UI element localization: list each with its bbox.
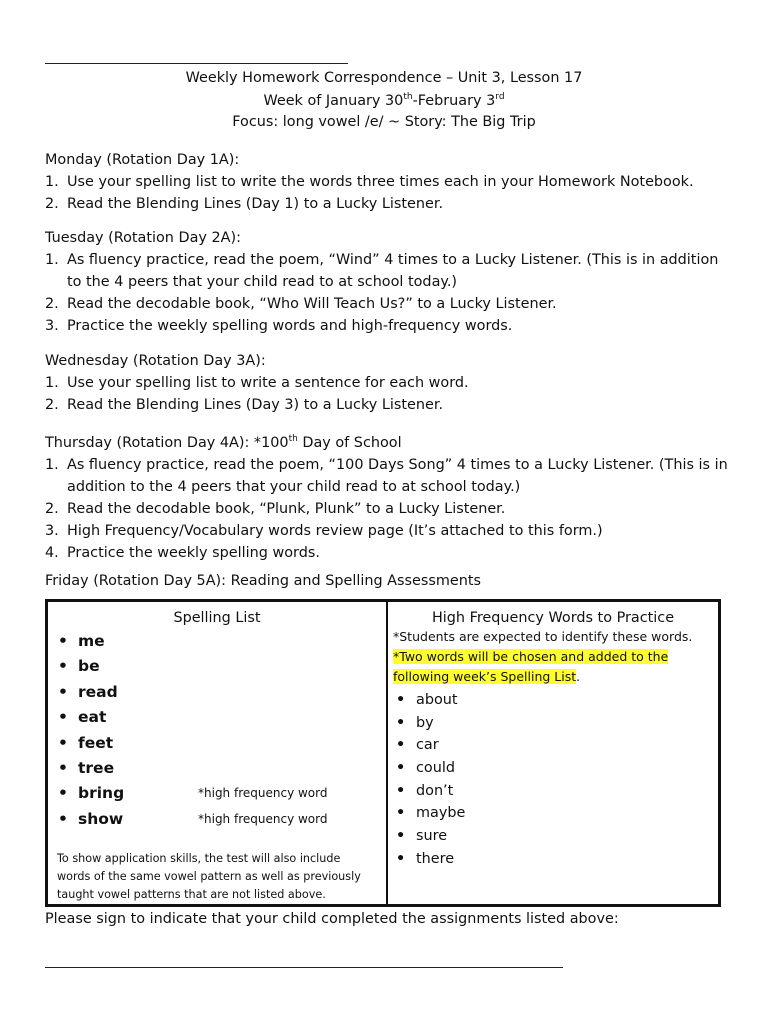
- task-item: 1. As fluency practice, read the poem, “Wind” 4 times to a Lucky Listener. (This is in addition to the 4 peers that your child read to at school today.): [45, 252, 719, 290]
- list-item: • about: [388, 689, 718, 712]
- bullet-icon: •: [58, 758, 68, 777]
- tuesday-tasks: [45, 249, 725, 337]
- wednesday-heading: Wednesday (Rotation Day 3A):: [45, 353, 266, 369]
- bullet-icon: •: [396, 828, 406, 845]
- task-item: 3. Practice the weekly spelling words and high-frequency words.: [45, 318, 513, 334]
- bullet-icon: •: [396, 760, 406, 777]
- bullet-icon: •: [396, 782, 406, 799]
- signature-line[interactable]: [45, 954, 563, 968]
- list-item: [48, 629, 386, 654]
- name-blank-line: [45, 50, 348, 64]
- document-title: Weekly Homework Correspondence – Unit 3, Lesson 17: [185, 70, 583, 86]
- bullet-icon: •: [58, 682, 68, 701]
- task-item: 1. Use your spelling list to write a sentence for each word.: [45, 375, 469, 391]
- bullet-icon: •: [396, 737, 406, 754]
- task-item: 2. Read the decodable book, “Plunk, Plunk” to a Lucky Listener.: [45, 500, 506, 517]
- task-item: 1. As fluency practice, read the poem, “100 Days Song” 4 times to a Lucky Listener. (This is in addition to the 4 peers that your child read to at school today.): [45, 456, 728, 495]
- bullet-icon: •: [58, 708, 68, 727]
- bullet-icon: •: [58, 632, 68, 650]
- task-item: 2. Read the Blending Lines (Day 3) to a Lucky Listener.: [45, 397, 444, 413]
- bullet-icon: •: [58, 809, 68, 828]
- spelling-word-list: [48, 629, 386, 832]
- signature-prompt: Please sign to indicate that your child completed the assignments listed above:: [45, 911, 619, 927]
- spelling-word: feet: [78, 733, 114, 752]
- tuesday-heading: Tuesday (Rotation Day 2A):: [45, 230, 241, 246]
- focus-line: Focus: long vowel /e/ ~ Story: The Big Trip: [232, 114, 536, 130]
- bullet-icon: •: [396, 692, 406, 708]
- thursday-heading: Thursday (Rotation Day 4A): *100th Day of School: [45, 434, 402, 451]
- hf-note: *high frequency word: [198, 811, 328, 826]
- list-item: [48, 807, 386, 832]
- chosen-words-note: *Two words will be chosen and added to the following week’s Spelling List.: [393, 649, 669, 684]
- week-dates: Week of January 30th-February 3rd: [263, 92, 505, 109]
- list-item: • sure: [388, 825, 718, 848]
- spelling-word: show: [78, 809, 124, 828]
- spelling-word: tree: [78, 758, 115, 777]
- task-item: 3. High Frequency/Vocabulary words review page (It’s attached to this form.): [45, 522, 603, 539]
- monday-tasks: [45, 171, 725, 215]
- bullet-icon: •: [58, 784, 68, 803]
- list-item: • there: [388, 848, 718, 871]
- bullet-icon: •: [396, 850, 406, 867]
- task-item: 4. Practice the weekly spelling words.: [45, 544, 320, 561]
- tuesday-section: [45, 227, 725, 337]
- monday-heading: Monday (Rotation Day 1A):: [45, 152, 240, 168]
- spelling-word: be: [78, 657, 100, 676]
- spelling-list-title: Spelling List: [173, 610, 261, 626]
- list-item: • car: [388, 734, 718, 757]
- list-item: • could: [388, 757, 718, 780]
- wednesday-section: [45, 350, 725, 416]
- bullet-icon: •: [396, 714, 406, 731]
- hf-note: *high frequency word: [198, 786, 328, 801]
- bullet-icon: •: [58, 733, 68, 752]
- spelling-list-cell: [47, 601, 388, 906]
- application-note: To show application skills, the test will also include words of the same vowel pattern as well as previously taught vowel patterns that are not listed above.: [57, 852, 361, 901]
- monday-section: [45, 149, 725, 215]
- list-item: • don’t: [388, 780, 718, 803]
- list-item: [48, 680, 386, 705]
- task-item: 1. Use your spelling list to write the words three times each in your Homework Notebook.: [45, 174, 694, 190]
- list-item: [48, 781, 386, 806]
- list-item: [48, 705, 386, 730]
- list-item: • maybe: [388, 802, 718, 825]
- list-item: • by: [388, 712, 718, 735]
- task-item: 2. Read the decodable book, “Who Will Teach Us?” to a Lucky Listener.: [45, 296, 557, 312]
- identify-note: *Students are expected to identify these words.: [393, 629, 693, 644]
- thursday-tasks: [45, 454, 728, 564]
- list-item: [48, 654, 386, 679]
- wednesday-tasks: [45, 372, 725, 416]
- task-item: 2. Read the Blending Lines (Day 1) to a Lucky Listener.: [45, 196, 444, 212]
- spelling-word: bring: [78, 784, 125, 803]
- thursday-section: [45, 428, 728, 564]
- friday-heading: Friday (Rotation Day 5A): Reading and Spelling Assessments: [45, 573, 481, 589]
- high-frequency-title: High Frequency Words to Practice: [431, 610, 675, 626]
- high-frequency-word-list: [388, 689, 718, 871]
- bullet-icon: •: [396, 805, 406, 822]
- high-frequency-cell: [387, 601, 720, 906]
- list-item: [48, 731, 386, 756]
- list-item: [48, 756, 386, 781]
- spelling-word: eat: [78, 708, 107, 727]
- word-lists-table: [45, 599, 721, 907]
- spelling-word: read: [78, 682, 118, 701]
- spelling-word: me: [78, 632, 105, 650]
- bullet-icon: •: [58, 657, 68, 676]
